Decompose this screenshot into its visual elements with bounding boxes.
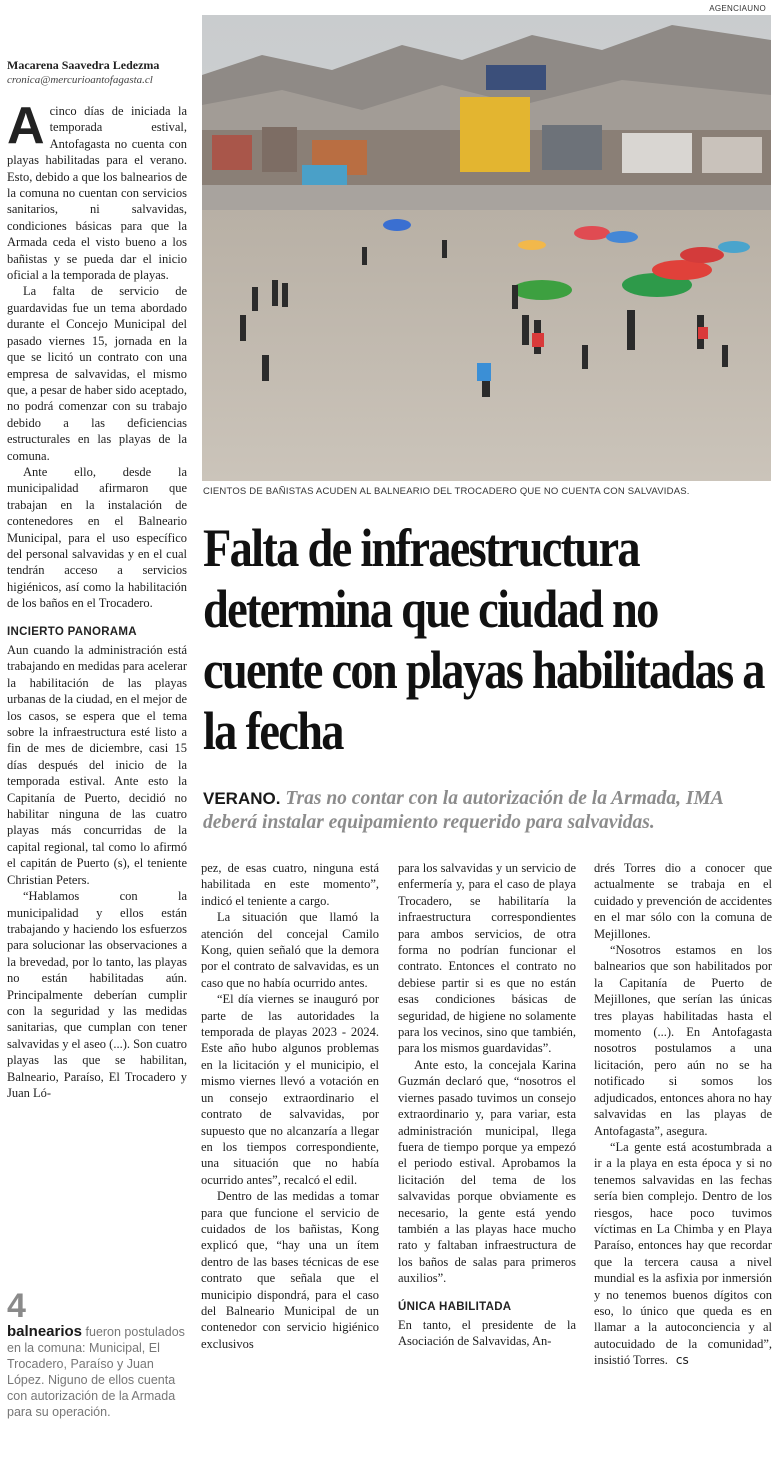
beach-photo	[202, 15, 771, 481]
stat-number: 4	[7, 1287, 26, 1325]
photo-credit: AGENCIAUNO	[709, 4, 766, 13]
end-mark: cs	[675, 1353, 689, 1368]
paragraph: Dentro de las medidas a tomar para que funcione el servicio de cuidados de los bañistas, Kong explicó que, “hay una un ítem dentro de las bases técnicas de ese contrato que señala que el municipio dispondrá, para el caso del Balneario Municipal de un contenedor con servicio higiénico exclusivos	[201, 1189, 379, 1351]
stat-text	[7, 1324, 191, 1420]
headline: Falta de infraestructura determina que ciudad no cuente con playas habilitadas a la fecha	[203, 518, 764, 761]
left-column	[7, 57, 187, 1101]
subheadline	[203, 787, 771, 835]
paragraph-text: “La gente está acostumbrada a ir a la playa en esta época y si no tenemos salvavidas en las fechas sería bien complejo. Dentro de los riesgos, hace poco tuvimos víctimas en La Chimba y en Playa Paraíso, entonces hay que recordar que la tercera causa a nivel mundial es la asfixia por inmersión y no tenemos buenos dígitos con eso, lo único que queda es en llamar a la autoconciencia y al autocuidado de la comunidad”, insistió Torres.	[594, 1139, 772, 1368]
article-column-2	[201, 860, 379, 1352]
paragraph: drés Torres dio a conocer que actualmente se trabaja en el cuidado y prevención de accidentes en el mar sólo con la comuna de Mejillones.	[594, 861, 772, 941]
paragraph: pez, de esas cuatro, ninguna está habilitada en este momento”, indicó el teniente a cargo.	[201, 861, 379, 908]
paragraph: cinco días de iniciada la temporada estival, Antofagasta no cuenta con playas habilitadas para el verano. Esto, debido a que los balnearios de la comuna no cuentan con servicios sanitarios, ni salvavidas, condiciones básicas para que la Armada ceda el visto bueno a los bañistas y se pueda dar el inicio oficial a la temporada de playas.	[7, 104, 187, 283]
article-column-3	[398, 860, 576, 1350]
paragraph: Aun cuando la administración está trabajando en medidas para acelerar la habilitación de las playas urbanas de la ciudad, en el mejor de los casos, se espera que el tema sobre la infraestructura esté listo a fin de mes de diciembre, casi 15 días después del inicio de la temporada estival. Ante esto la Capitanía de Puerto, decidió no habilitar ninguna de las cuatro playas más concurridas de la capital regional, tal como lo afirmó el capitán de Puerto (s), el teniente Christian Peters.	[7, 643, 187, 887]
paragraph: Ante esto, la concejala Karina Guzmán declaró que, “nosotros el viernes pasado tuvimos un consejo extraordinario y, para variar, esta administración municipal, llega fuera de tiempo porque ya empezó el periodo estival. Aprobamos la licitación del tema de los salvavidas porque obviamente es necesario, la gente está yendo también a las playas hace mucho rato y faltaban infraestructura de los baños de salas para primeros auxilios”.	[398, 1057, 576, 1286]
byline-name: Macarena Saavedra Ledezma	[7, 58, 160, 72]
stat-description: fueron postulados en la comuna: Municipal, El Trocadero, Paraíso y Juan López. Niguno de ellos cuenta con autorización de la Armada para su operación.	[7, 1325, 185, 1419]
beach-photo-illustration	[202, 15, 771, 481]
paragraph: “Nosotros estamos en los balnearios que son habilitados por la Capitanía de Puerto de Mejillones, que serían las únicas tres playas habilitadas hasta el momento (...). En Antofagasta nosotros postulamos a una licitación, pero aún no se ha notificado si somos los adjudicados, entonces ahora no hay salvavidas en las playas de Antofagasta”, asegura.	[594, 943, 772, 1138]
subhead: INCIERTO PANORAMA	[7, 625, 137, 638]
paragraph: “Hablamos con la municipalidad y ellos están trabajando y haciendo los esfuerzos para solucionar las observaciones a la brevedad, por lo tanto, las playas no están habilitadas aún. Principalmente deberían cumplir con la seguridad y las medidas sanitarias, que cumplan con tener salvavidas y el aseo (...). Son cuatro playas las que se habilitan, Balneario, Paraíso, El Trocadero y Juan Ló-	[7, 889, 187, 1100]
subhead: ÚNICA HABILITADA	[398, 1300, 512, 1313]
paragraph: para los salvavidas y un servicio de enfermería y, para el caso de playa Trocadero, se habilitaría la infraestructura correspondientes para ambos servicios, de otra forma no podrían funcionar el contrato. Entonces el contrato no debiese partir si es que no están esas condiciones básicas de seguridad, de higiene no solamente para los vecinos, sino que también, para los mismos guardavidas”.	[398, 861, 576, 1056]
paragraph: La falta de servicio de guardavidas fue un tema abordado durante el Concejo Municipal del pasado viernes 15, jornada en la que se licitó un contrato con una empresa de salvavidas, el mismo que, a pesar de haber sido aceptado, no podrá comenzar con su trabajo debido a las deficiencias estructurales en las playas de la comuna.	[7, 284, 187, 463]
paragraph: En tanto, el presidente de la Asociación de Salvavidas, An-	[398, 1317, 576, 1349]
paragraph: “El día viernes se inauguró por parte de las autoridades la temporada de playas 2023 - 2024. Este año hubo algunos problemas en la licitación y el municipio, el mismo viernes llevó a votación en un consejo extraordinario el contrato de salvavidas, por supuesto que no alcanzaría a llegar en los tiempos correspondiente, una situación que no había ocurrido antes”, recalcó el edil.	[201, 992, 379, 1187]
paragraph	[594, 1139, 772, 1369]
article-column-4	[594, 860, 772, 1369]
kicker: VERANO.	[203, 789, 281, 808]
stat-highlight: balnearios	[7, 1323, 83, 1340]
photo-caption: CIENTOS DE BAÑISTAS ACUDEN AL BALNEARIO DEL TROCADERO QUE NO CUENTA CON SALVAVIDAS.	[203, 486, 690, 497]
article-body-left	[7, 97, 187, 1101]
byline-email: cronica@mercurioantofagasta.cl	[7, 74, 153, 86]
stat-box	[7, 1288, 191, 1420]
paragraph: La situación que llamó la atención del concejal Camilo Kong, quien señaló que la demora por el contrato de salvavidas, es un caso que no había ocurrido antes.	[201, 910, 379, 990]
paragraph: Ante ello, desde la municipalidad afirmaron que trabajan en la instalación de contenedores en el Balneario Municipal, para el uso específico del personal salvavidas y en el cual tendrán acceso a servicios higiénicos, así como la habilitación de los baños en el Trocadero.	[7, 464, 187, 611]
subheadline-text: Tras no contar con la autorización de la Armada, IMA deberá instalar equipamiento requerido para salvavidas.	[203, 788, 723, 833]
dropcap: A	[7, 97, 45, 155]
